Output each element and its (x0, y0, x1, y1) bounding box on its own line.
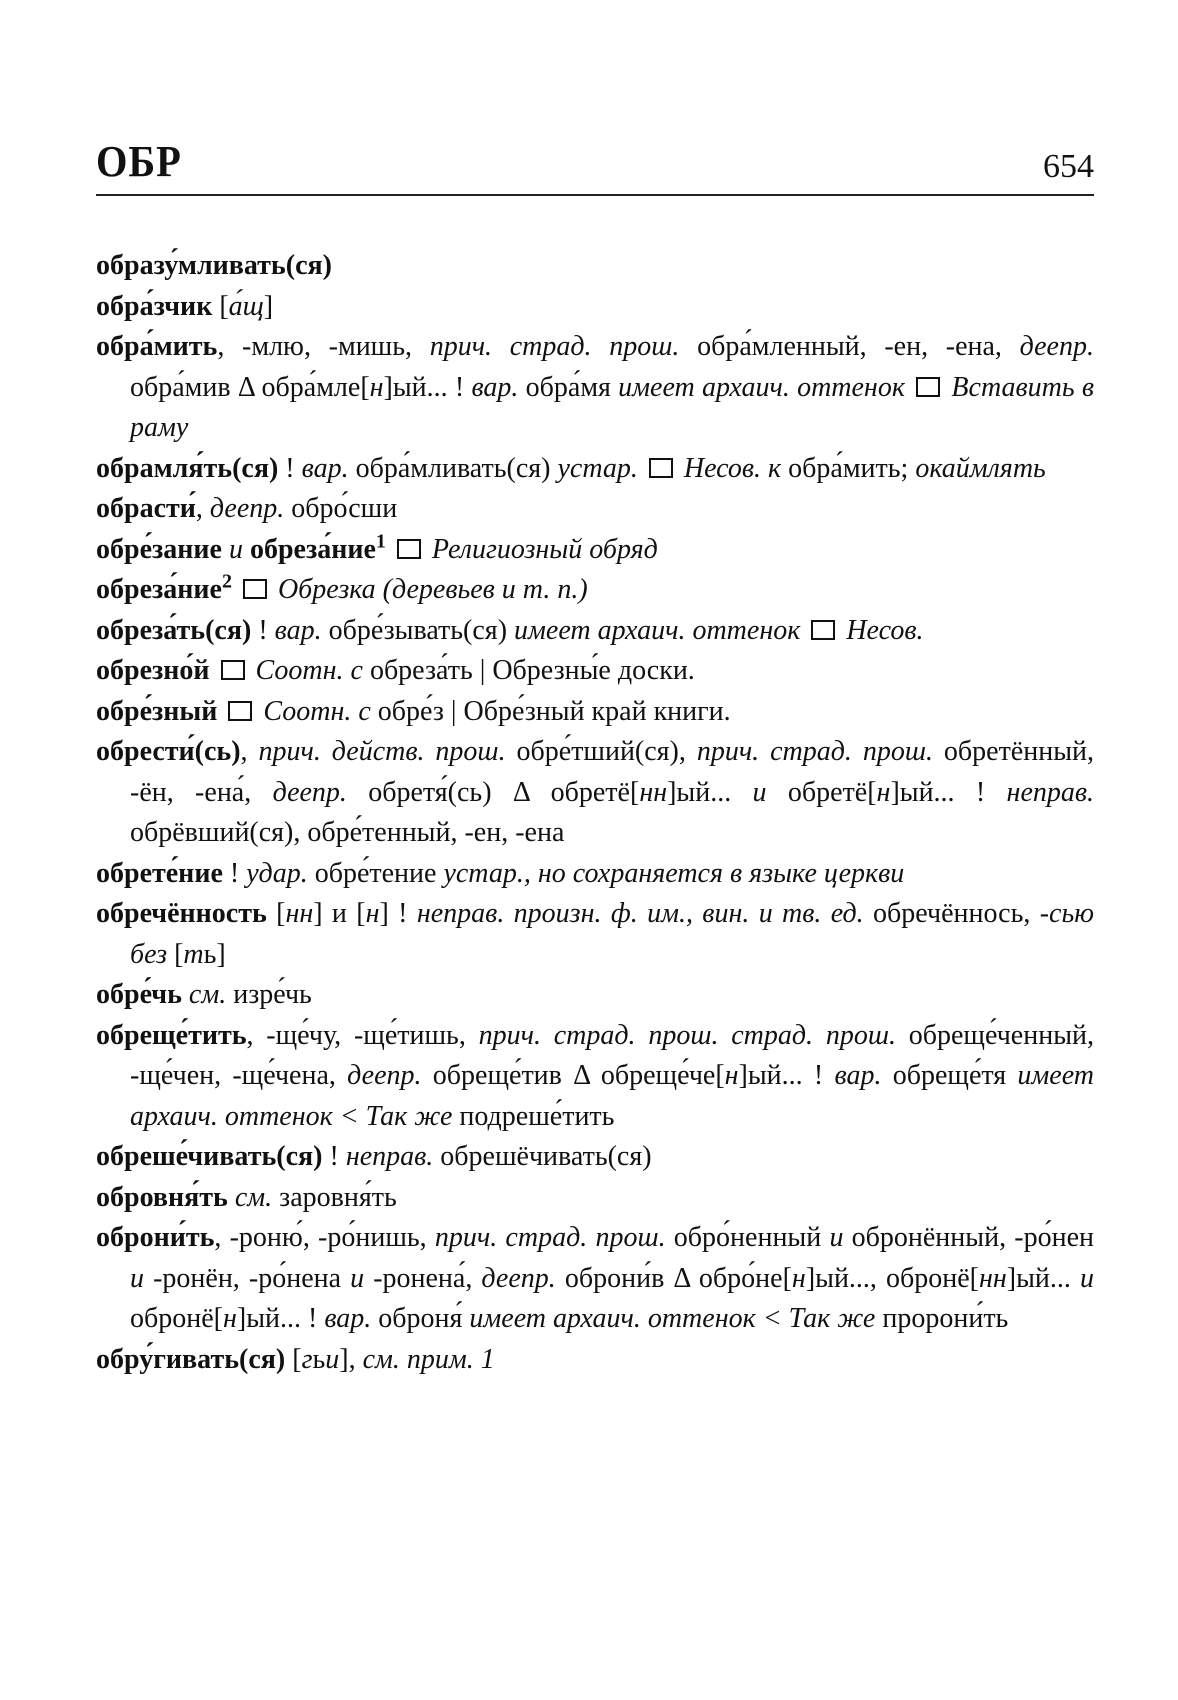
grammar-note: н (365, 898, 380, 929)
entry-text: , (195, 493, 210, 524)
entry-text: обречённось, (863, 898, 1040, 929)
header-rule (96, 194, 1094, 196)
grammar-note: нн (639, 776, 668, 808)
entry-text: обронённый, -ро́нен (843, 1222, 1094, 1253)
grammar-note: Несов. к (683, 452, 782, 484)
grammar-note: и (829, 1222, 844, 1253)
dictionary-entry (96, 1218, 1094, 1340)
grammar-note: устар., но сохраняется в языке церкви (443, 857, 905, 889)
definition-box-icon (397, 539, 421, 559)
dictionary-entry (96, 692, 1094, 733)
headword: обреще́тить (96, 1019, 247, 1051)
entry-text: ! (251, 614, 275, 646)
headword: обреза́ть(ся) (96, 614, 252, 646)
grammar-note: устар. (557, 452, 638, 484)
grammar-note: Вставить в раму (130, 371, 1095, 443)
grammar-note: окаймлять (915, 452, 1046, 484)
definition-box-icon (243, 579, 267, 599)
grammar-note: неправ. (1006, 776, 1095, 808)
definition-box-icon (811, 620, 835, 640)
homonym-index: 2 (221, 570, 232, 593)
entry-text: ] ! (379, 898, 417, 929)
definition-box-icon (649, 458, 673, 478)
dictionary-entry (96, 530, 1094, 571)
grammar-note: Обрезка (деревьев и т. п.) (277, 574, 588, 605)
grammar-note: вар. (471, 371, 519, 403)
grammar-note: прич. страд. прош. страд. прош. (478, 1019, 896, 1051)
dictionary-entry (96, 327, 1094, 449)
grammar-note: н (369, 371, 384, 403)
grammar-note: деепр. (481, 1262, 556, 1294)
grammar-note: нн (979, 1262, 1007, 1294)
headword: обре́зный (96, 695, 218, 727)
page-header (96, 137, 1094, 186)
grammar-note: вар. (834, 1060, 882, 1091)
entry-text: обро́ненный (665, 1222, 830, 1253)
headword: обрести́(сь) (96, 736, 241, 767)
entry-text: ]ый..., обронё[ (805, 1262, 979, 1294)
grammar-note: и (752, 776, 767, 808)
grammar-note: прич. страд. прош. (434, 1222, 666, 1253)
dictionary-entry (96, 854, 1094, 895)
headword: обречённость (96, 898, 267, 929)
entry-text: обрешёчивать(ся) (433, 1141, 652, 1172)
dictionary-entry (96, 975, 1094, 1016)
entry-text: ]ый... ! (383, 371, 472, 403)
grammar-note: деепр. (347, 1060, 422, 1091)
entry-text: [ (212, 290, 229, 322)
dictionary-entry (96, 1340, 1094, 1381)
entry-text: [ (266, 898, 286, 929)
headword: обрете́ние (96, 857, 223, 889)
entry-text: обреще́тя (881, 1060, 1018, 1091)
grammar-note: прич. страд. прош. (696, 736, 933, 767)
running-head: ОБР (96, 137, 182, 186)
entry-text: ]ый... (667, 776, 753, 808)
entry-text: , (240, 736, 259, 767)
entry-text: ! (222, 857, 247, 889)
grammar-note: неправ. произн. ф. им., вин. и тв. ед. (416, 898, 864, 929)
headword: обру́гивать(ся) (96, 1343, 286, 1375)
entry-text: ]ый... ! (236, 1303, 325, 1334)
headword: обрамля́ть(ся) (96, 452, 279, 484)
entry-text: ]ый... (1006, 1262, 1080, 1294)
headword: обра́мить (96, 331, 218, 362)
grammar-note: а́щ (228, 290, 264, 322)
dictionary-entries (96, 246, 1094, 1380)
entry-text: обреще́ченный, -ще́чен, -ще́чена, (130, 1019, 1094, 1091)
grammar-note: вар. (274, 614, 322, 646)
grammar-note: имеет архаич. оттенок < Так же (469, 1303, 876, 1334)
grammar-note: Соотн. с (263, 695, 371, 727)
grammar-note: н (791, 1262, 806, 1294)
grammar-note: Соотн. с (255, 655, 363, 686)
grammar-note: и (130, 1262, 144, 1294)
entry-text: обра́мя (518, 371, 619, 403)
grammar-note: имеет архаич. оттенок (618, 371, 905, 403)
entry-text: обретённый, -ён, -ена́, (130, 736, 1094, 808)
entry-text: обреза́ть | Обрезны́е доски. (362, 655, 695, 686)
entry-text: обрёвший(ся), обре́тенный, -ен, -ена (130, 817, 565, 848)
entry-text: подреше́тить (452, 1100, 615, 1132)
grammar-note: вар. (324, 1303, 372, 1334)
definition-box-icon (916, 377, 940, 397)
dictionary-entry (96, 1137, 1094, 1178)
grammar-note: Религиозный обряд (431, 533, 658, 565)
entry-text: ]ый... ! (738, 1060, 835, 1091)
entry-text: [ (285, 1343, 302, 1375)
entry-text: -ронён, -ро́нена (144, 1262, 351, 1294)
grammar-note: см. (181, 979, 227, 1010)
grammar-note: удар. (246, 857, 308, 889)
homonym-index: 1 (375, 530, 386, 553)
dictionary-entry (96, 570, 1094, 611)
grammar-note: г (301, 1343, 313, 1375)
page-number: 654 (1043, 148, 1094, 185)
grammar-note: н (876, 776, 891, 808)
entry-text: ! (322, 1141, 346, 1172)
dictionary-entry (96, 287, 1094, 328)
dictionary-entry (96, 1178, 1094, 1219)
grammar-note: н (222, 1303, 237, 1334)
headword: обреза́ние (96, 574, 222, 605)
entry-text: ] и [ (313, 898, 366, 929)
entry-text: пророни́ть (875, 1303, 1009, 1334)
entry-text: изре́чь (226, 979, 312, 1010)
entry-text: обра́мить; (781, 452, 916, 484)
entry-text: обра́мив Δ обра́мле[ (130, 371, 370, 403)
grammar-note: имеет архаич. оттенок < Так же (130, 1060, 1094, 1132)
headword: обрезно́й (96, 655, 210, 686)
entry-text: обре́зывать(ся) (321, 614, 515, 646)
entry-text: -ронена́, (364, 1262, 482, 1294)
grammar-note: прич. действ. прош. (258, 736, 506, 767)
grammar-note: деепр. (209, 493, 285, 524)
entry-text: обретё[ (766, 776, 877, 808)
entry-text: ], (339, 1343, 363, 1375)
definition-box-icon (221, 660, 245, 680)
grammar-note: -сью без (130, 898, 1094, 970)
grammar-note: и (1079, 1262, 1094, 1294)
headword: образу́мливать(ся) (96, 250, 332, 281)
entry-text: ! (278, 452, 302, 484)
entry-text: оброни́в Δ обро́не[ (555, 1262, 792, 1294)
dictionary-entry (96, 611, 1094, 652)
dictionary-entry (96, 449, 1094, 490)
grammar-note: см. (227, 1181, 273, 1213)
grammar-note: неправ. (345, 1141, 434, 1172)
entry-text: обреще́тив Δ обреще́че[ (421, 1060, 725, 1091)
dictionary-entry (96, 1016, 1094, 1138)
grammar-note: н (724, 1060, 739, 1091)
headword: обреше́чивать(ся) (96, 1141, 323, 1172)
entry-text: ь (312, 1343, 326, 1375)
entry-text: , -млю, -мишь, (217, 331, 430, 362)
entry-text: [ (167, 938, 184, 970)
grammar-note: Несов. (846, 614, 924, 646)
dictionary-entry (96, 651, 1094, 692)
grammar-note: и (221, 533, 250, 565)
entry-text: заровня́ть (272, 1181, 397, 1213)
headword: обра́зчик (96, 290, 213, 322)
entry-text: обра́мливать(ся) (348, 452, 558, 484)
headword: оброни́ть (96, 1222, 215, 1253)
grammar-note: и (350, 1262, 365, 1294)
dictionary-entry (96, 894, 1094, 975)
entry-text: обронё[ (130, 1303, 223, 1334)
grammar-note: деепр. (272, 776, 347, 808)
entry-text: обра́мленный, -ен, -ена, (679, 331, 1020, 362)
headword: обре́зание (96, 533, 222, 565)
entry-text: ] (263, 290, 274, 322)
grammar-note: см. прим. 1 (362, 1343, 495, 1375)
headword: обрасти́ (96, 493, 196, 524)
grammar-note: т (183, 938, 204, 970)
entry-text: обро́сши (284, 493, 398, 524)
grammar-note: имеет архаич. оттенок (514, 614, 801, 646)
headword: обре́чь (96, 979, 182, 1010)
entry-text: обре́з | Обре́зный край книги. (370, 695, 731, 727)
dictionary-entry (96, 732, 1094, 854)
entry-text: , -ще́чу, -ще́тишь, (246, 1019, 479, 1051)
grammar-note: вар. (301, 452, 349, 484)
grammar-note: прич. страд. прош. (429, 331, 680, 362)
entry-text: обре́тший(ся), (505, 736, 697, 767)
entry-text: , -роню́, -ро́нишь, (214, 1222, 435, 1253)
headword: обровня́ть (96, 1181, 228, 1213)
entry-text: обретя́(сь) Δ обретё[ (346, 776, 640, 808)
entry-text: оброня́ (371, 1303, 470, 1334)
entry-text: ]ый... ! (890, 776, 1007, 808)
dictionary-entry (96, 246, 1094, 287)
entry-text: ь] (203, 938, 226, 970)
grammar-note: нн (285, 898, 314, 929)
grammar-note: и (325, 1343, 340, 1375)
definition-box-icon (228, 701, 252, 721)
grammar-note: деепр. (1019, 331, 1094, 362)
headword: обреза́ние (249, 533, 376, 565)
entry-text: обре́тение (307, 857, 444, 889)
dictionary-entry (96, 489, 1094, 530)
